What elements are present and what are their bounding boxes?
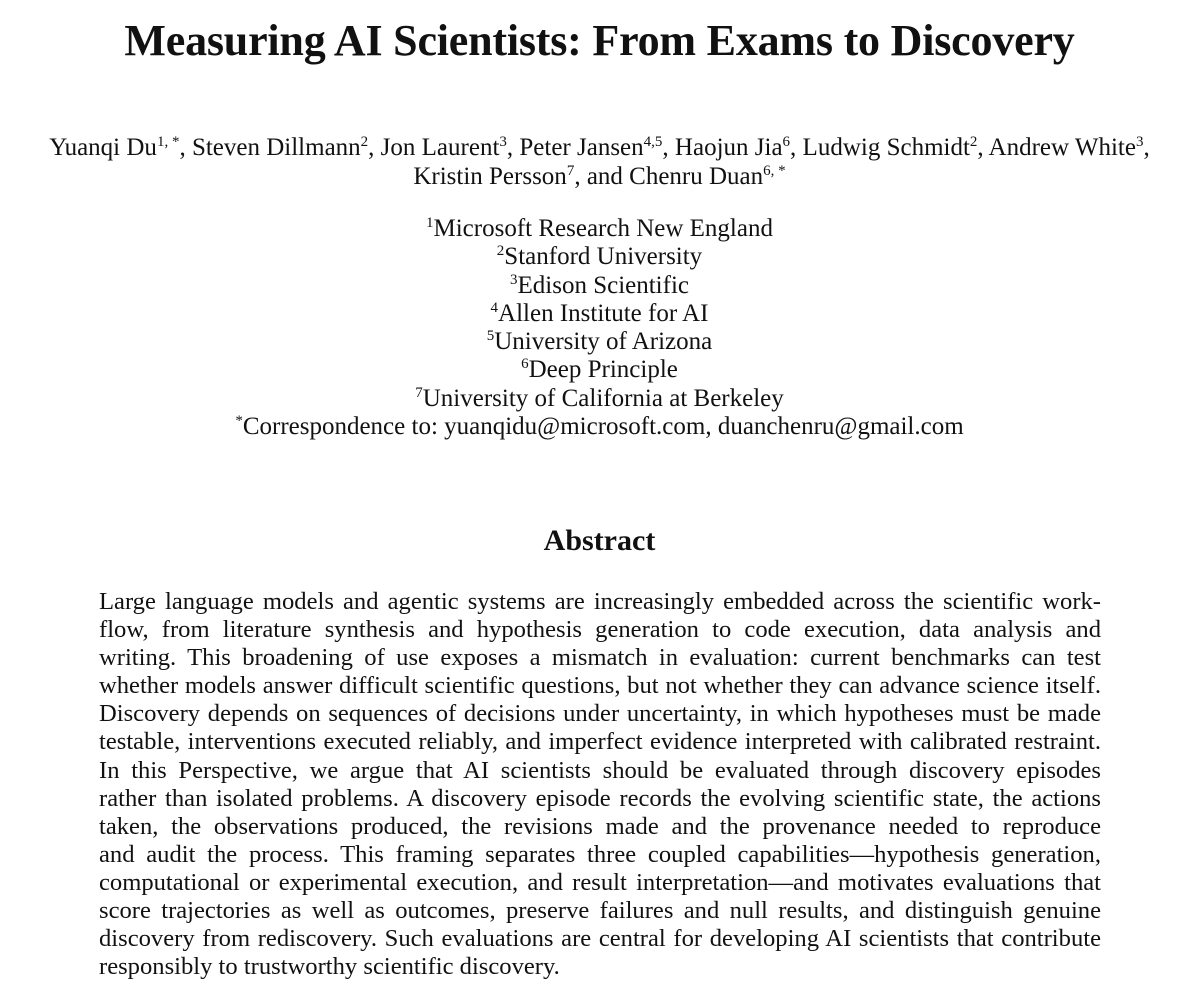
affiliation-marker: 6 bbox=[521, 356, 529, 373]
affiliation-marker: 1 bbox=[426, 215, 434, 231]
abstract-line: whether models answer difficult scientific questions, but not whether they can advance science itself. bbox=[99, 672, 1101, 700]
author-affiliation-marker: 2 bbox=[969, 134, 978, 150]
abstract-heading: Abstract bbox=[543, 524, 656, 557]
affiliation-item bbox=[0, 385, 1199, 413]
author-name: Ludwig Schmidt bbox=[802, 134, 970, 161]
author-separator: , bbox=[368, 134, 381, 161]
abstract-line: discovery from rediscovery. Such evaluations are central for developing AI scientists that contribute bbox=[99, 925, 1101, 953]
abstract-line: flow, from literature synthesis and hypothesis generation to code execution, data analysis and bbox=[99, 616, 1101, 644]
author-affiliation-marker: 6, * bbox=[763, 163, 786, 179]
author-affiliation-marker: 2 bbox=[360, 134, 369, 150]
author-affiliation-marker: 3 bbox=[499, 134, 507, 150]
affiliation-name: Edison Scientific bbox=[517, 271, 689, 299]
affiliation-item bbox=[0, 356, 1199, 384]
author-affiliation-marker: 3 bbox=[1135, 134, 1144, 150]
abstract-line: responsibly to trustworthy scientific discovery. bbox=[99, 953, 560, 981]
author-separator: , bbox=[1143, 134, 1150, 161]
affiliation-name: Deep Principle bbox=[528, 356, 678, 384]
correspondence-line bbox=[0, 413, 1199, 441]
paper-title: Measuring AI Scientists: From Exams to Discovery bbox=[124, 16, 1075, 65]
abstract-line: writing. This broadening of use exposes a mismatch in evaluation: current benchmarks can test bbox=[99, 644, 1101, 672]
author-name: Haojun Jia bbox=[674, 134, 783, 161]
author-name: Steven Dillmann bbox=[191, 134, 361, 161]
affiliation-item bbox=[0, 328, 1199, 356]
affiliation-name: Microsoft Research New England bbox=[433, 215, 773, 242]
abstract-line: In this Perspective, we argue that AI scientists should be evaluated through discovery episodes bbox=[99, 756, 1101, 784]
abstract-line: testable, interventions executed reliably, and imperfect evidence interpreted with calibrated restraint. bbox=[99, 728, 1101, 756]
author-name: Andrew White bbox=[988, 134, 1136, 161]
affiliation-name: Stanford University bbox=[504, 243, 703, 271]
author-affiliation-marker: 7 bbox=[566, 163, 575, 179]
affiliation-name: University of California at Berkeley bbox=[422, 384, 784, 412]
author-separator: , bbox=[662, 134, 675, 161]
affiliation-item bbox=[0, 300, 1199, 328]
author-name: Jon Laurent bbox=[380, 134, 500, 161]
affiliation-marker: 2 bbox=[496, 243, 505, 260]
abstract-body bbox=[99, 588, 1101, 981]
author-separator: , bbox=[790, 134, 803, 161]
abstract-line: score trajectories as well as outcomes, preserve failures and null results, and distinguish genuine bbox=[99, 897, 1101, 925]
abstract-line: Large language models and agentic systems are increasingly embedded across the scientific work- bbox=[99, 588, 1101, 615]
author-list bbox=[0, 133, 1199, 191]
affiliation-item bbox=[0, 272, 1199, 300]
author-separator: , bbox=[506, 134, 520, 161]
affiliation-list bbox=[0, 215, 1199, 441]
author-name: Yuanqi Du bbox=[49, 134, 157, 161]
author-affiliation-marker: 1, * bbox=[156, 134, 180, 150]
affiliation-item bbox=[0, 215, 1199, 243]
abstract-line: Discovery depends on sequences of decisions under uncertainty, in which hypotheses must be made bbox=[99, 700, 1101, 728]
author-separator: , bbox=[179, 134, 192, 161]
affiliation-name: University of Arizona bbox=[494, 328, 713, 356]
affiliation-marker: 5 bbox=[486, 328, 495, 345]
affiliation-marker: 7 bbox=[415, 384, 423, 401]
author-line-1 bbox=[0, 133, 1199, 162]
affiliation-name: Allen Institute for AI bbox=[498, 299, 709, 327]
author-separator: , bbox=[977, 134, 989, 161]
affiliation-marker: 3 bbox=[510, 271, 518, 288]
abstract-line: computational or experimental execution, and result interpretation—and motivates evaluations that bbox=[99, 868, 1101, 896]
author-affiliation-marker: 4,5 bbox=[643, 134, 663, 150]
author-name: Peter Jansen bbox=[519, 134, 644, 161]
abstract-line: and audit the process. This framing separates three coupled capabilities—hypothesis generation, bbox=[99, 840, 1101, 868]
author-line-2 bbox=[0, 162, 1199, 191]
affiliation-item bbox=[0, 243, 1199, 271]
correspondence-text: Correspondence to: yuanqidu@microsoft.com, duanchenru@gmail.com bbox=[242, 413, 964, 441]
author-separator: , bbox=[574, 163, 587, 190]
correspondence-marker: * bbox=[235, 413, 243, 430]
affiliation-marker: 4 bbox=[490, 299, 499, 316]
abstract-line: taken, the observations produced, the revisions made and the provenance needed to reproduce bbox=[99, 812, 1101, 840]
author-name: and Chenru Duan bbox=[586, 163, 764, 190]
author-name: Kristin Persson bbox=[413, 163, 567, 190]
abstract-line: rather than isolated problems. A discovery episode records the evolving scientific state, the actions bbox=[99, 784, 1101, 812]
author-affiliation-marker: 6 bbox=[782, 134, 791, 150]
